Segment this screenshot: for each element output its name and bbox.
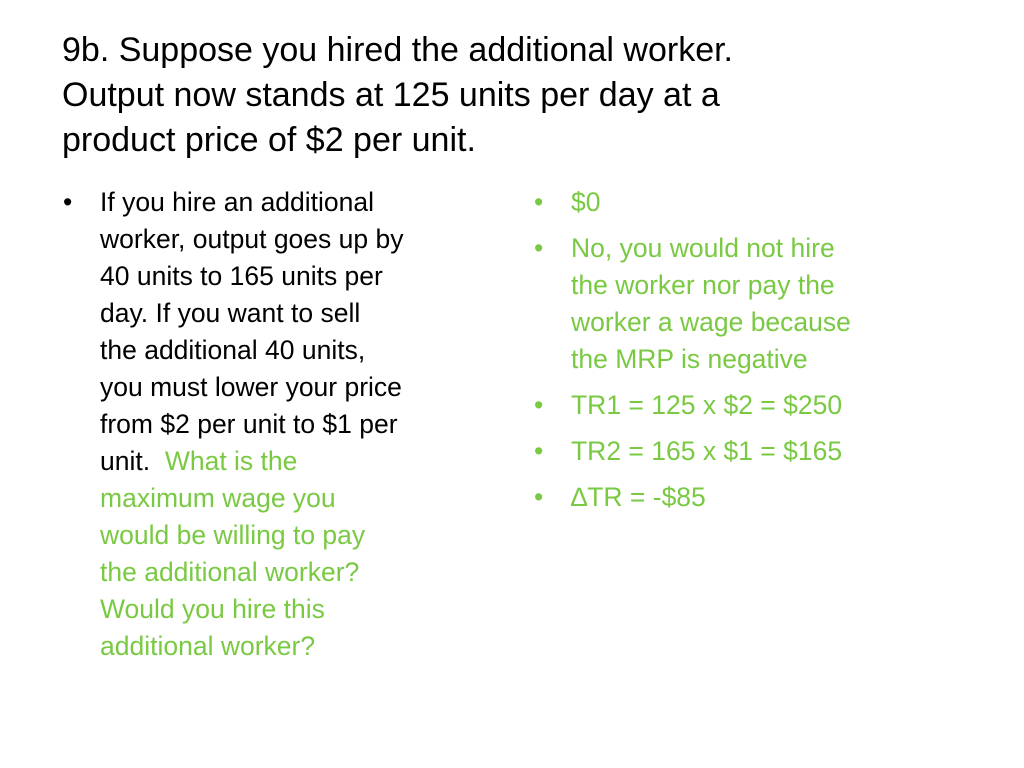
question-bullet xyxy=(63,184,503,665)
answer-line: $0 xyxy=(571,187,601,217)
question-highlight-line: additional worker? xyxy=(100,631,316,661)
title-line: 9b. Suppose you hired the additional worker. xyxy=(62,31,734,69)
question-line: the additional 40 units, xyxy=(100,335,366,365)
question-line: day. If you want to sell xyxy=(100,298,361,328)
answer-line: TR2 = 165 x $1 = $165 xyxy=(571,436,843,466)
question-highlight-line: would be willing to pay xyxy=(100,520,366,550)
question-highlight-line: the additional worker? xyxy=(100,557,360,587)
answer-line: ∆TR = -$85 xyxy=(571,482,706,512)
answer-line: worker a wage because xyxy=(571,307,851,337)
question-line: If you hire an additional xyxy=(100,187,375,217)
question-highlight-line: maximum wage you xyxy=(100,483,336,513)
question-highlight: What is the xyxy=(164,446,298,476)
answer-bullet xyxy=(534,387,954,424)
title-line: product price of $2 per unit. xyxy=(62,121,476,159)
bullet-icon: • xyxy=(534,436,544,466)
answer-bullet xyxy=(534,184,954,221)
bullet-icon: • xyxy=(63,187,73,217)
answer-line: No, you would not hire xyxy=(571,233,835,263)
answer-line: the MRP is negative xyxy=(571,344,808,374)
question-highlight-line: Would you hire this xyxy=(100,594,325,624)
question-line: from $2 per unit to $1 per xyxy=(100,409,398,439)
answer-bullet xyxy=(534,230,954,378)
answer-line: TR1 = 125 x $2 = $250 xyxy=(571,390,843,420)
bullet-icon: • xyxy=(534,233,544,263)
left-bullet-list xyxy=(63,184,503,665)
answer-bullet xyxy=(534,479,954,516)
question-text: unit. xyxy=(100,446,165,476)
right-bullet-list xyxy=(534,184,954,525)
answer-line: the worker nor pay the xyxy=(571,270,835,300)
title-line: Output now stands at 125 units per day at a xyxy=(62,76,720,114)
slide-title xyxy=(62,28,982,163)
bullet-icon: • xyxy=(534,390,544,420)
bullet-icon: • xyxy=(534,187,544,217)
question-line-mixed xyxy=(100,443,503,480)
question-line: worker, output goes up by xyxy=(100,224,404,254)
bullet-icon: • xyxy=(534,482,544,512)
answer-bullet xyxy=(534,433,954,470)
question-line: 40 units to 165 units per xyxy=(100,261,383,291)
question-line: you must lower your price xyxy=(100,372,402,402)
